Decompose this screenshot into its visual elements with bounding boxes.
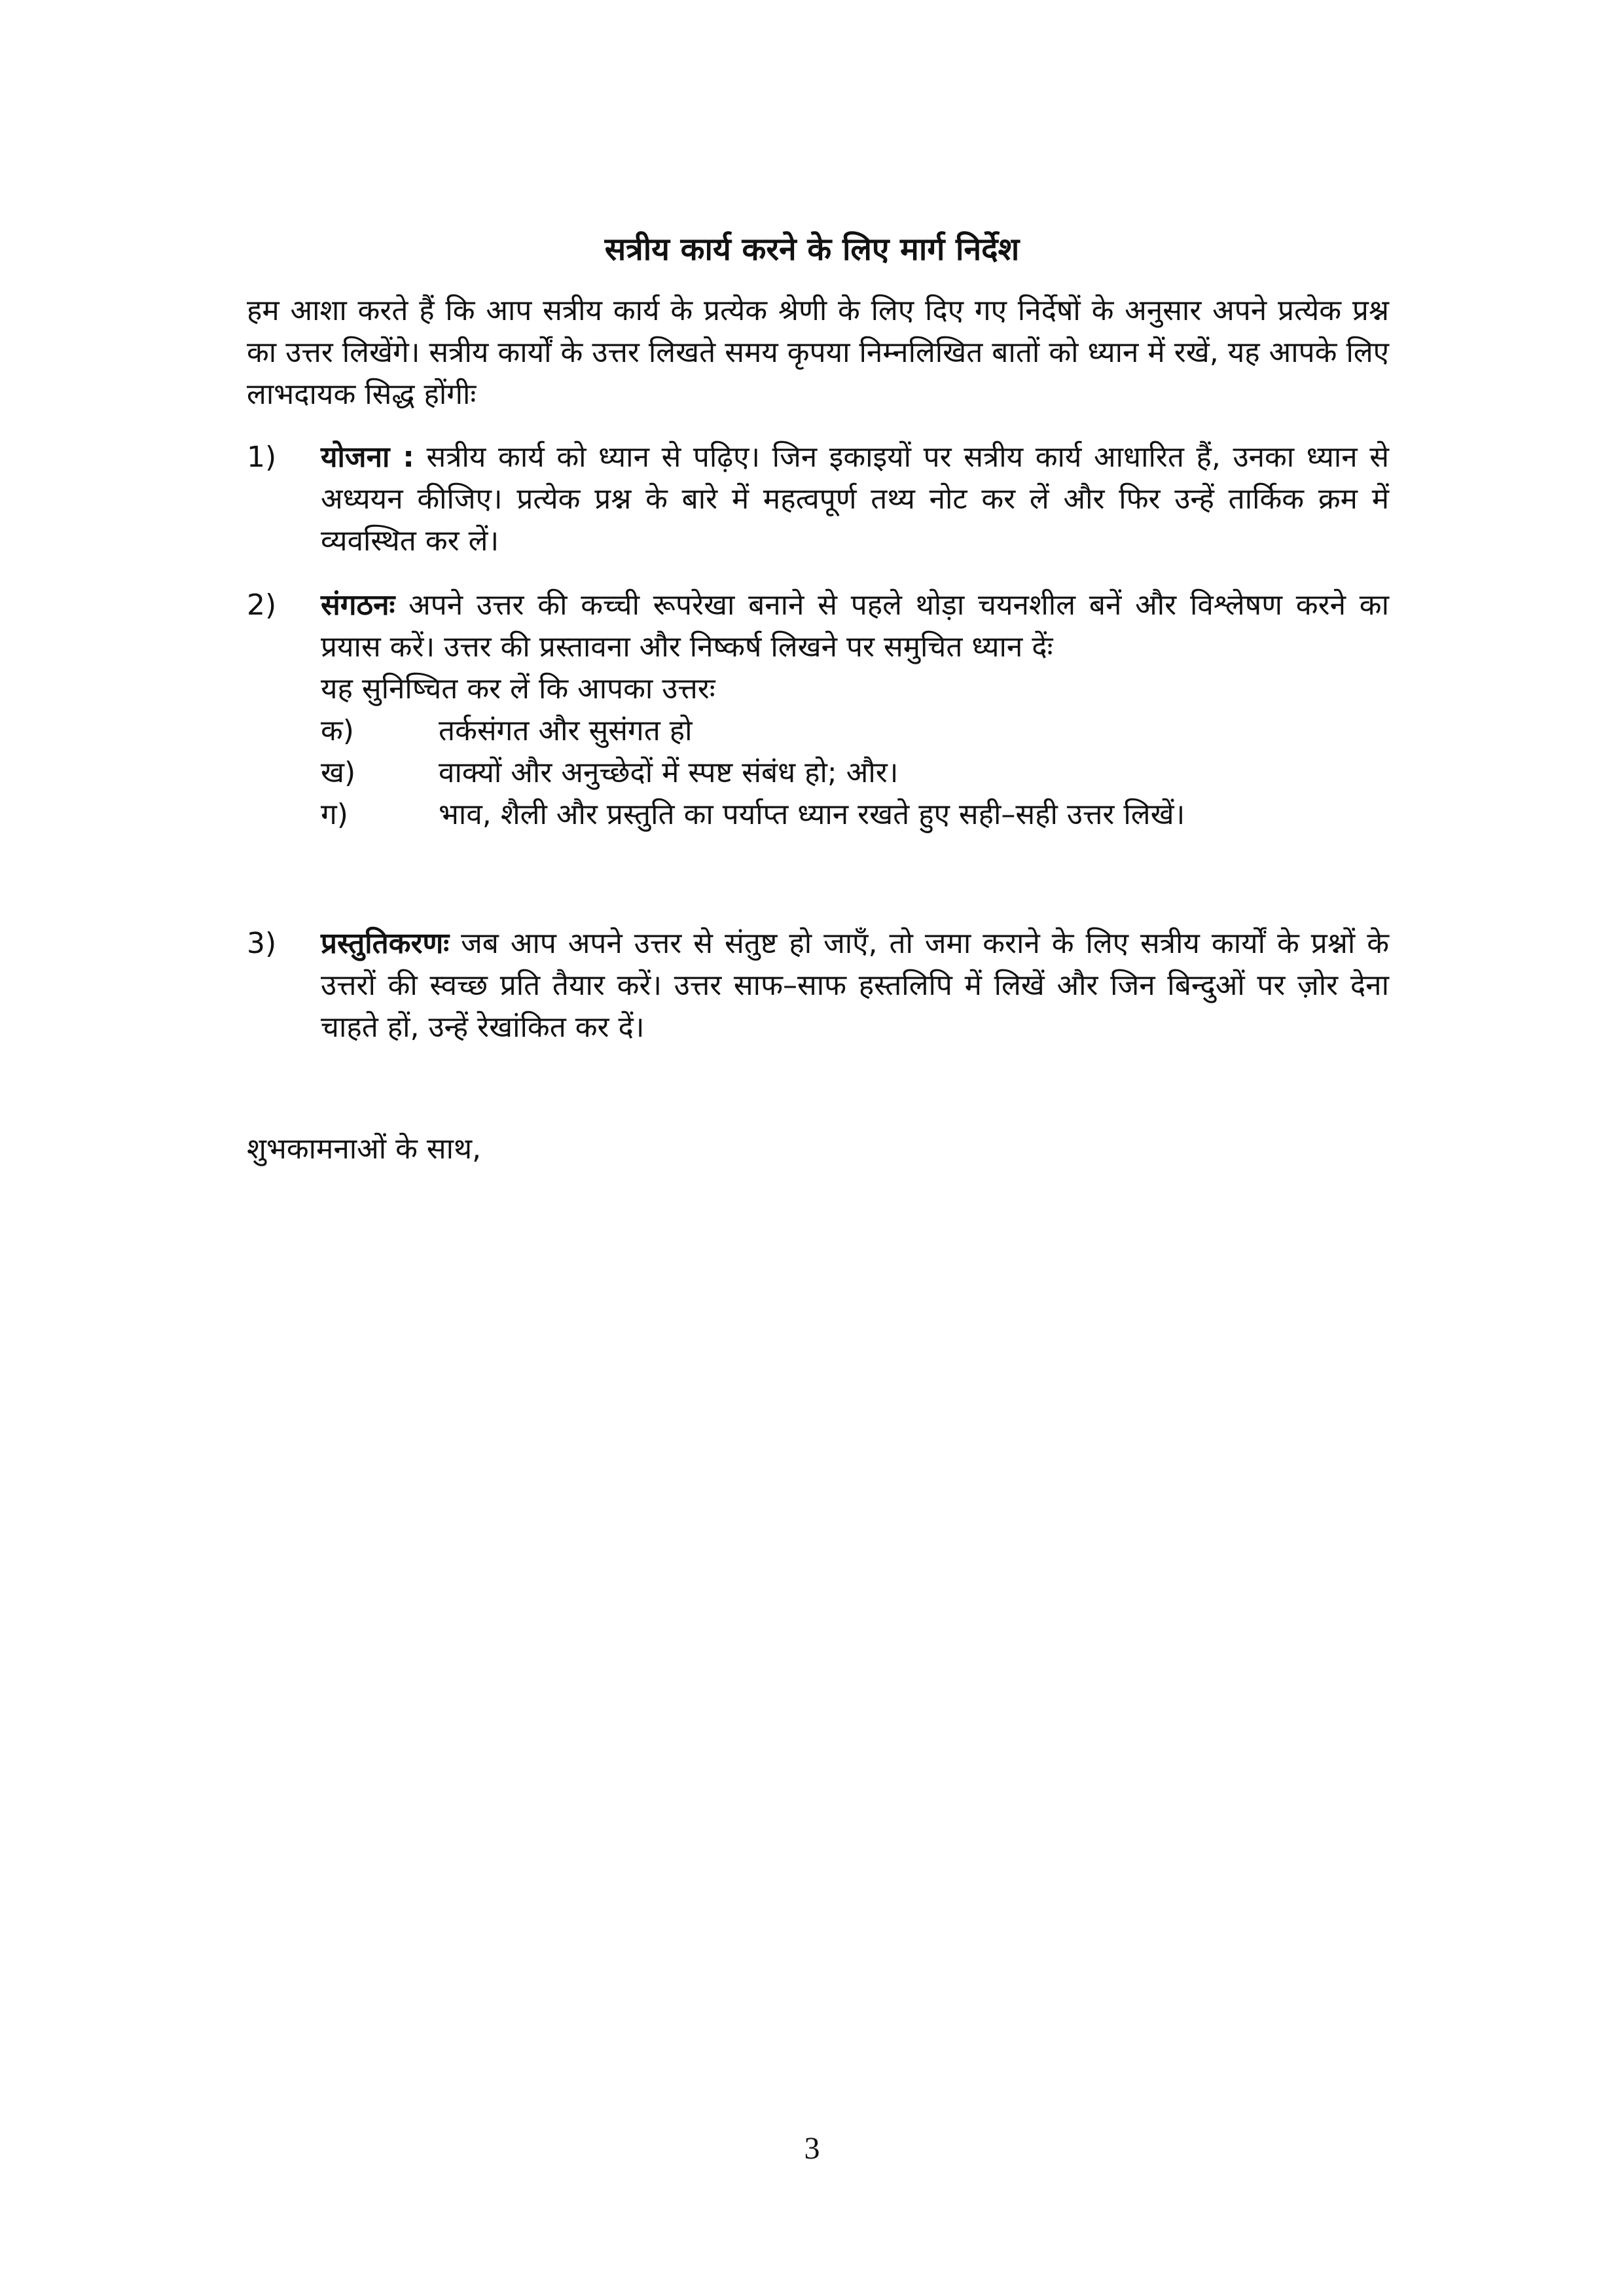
closing-line: शुभकामनाओं के साथ,	[247, 1132, 482, 1166]
sub-item	[321, 710, 1389, 752]
item-body	[321, 584, 1389, 836]
sub-item-text: भाव, शैली और प्रस्तुति का पर्याप्त ध्यान रखते हुए सही–सही उत्तर लिखें।	[439, 798, 1185, 831]
sub-item-text: तर्कसंगत और सुसंगत हो	[439, 714, 693, 747]
item-text: जब आप अपने उत्तर से संतुष्ट हो जाएँ, तो जमा कराने के लिए सत्रीय कार्यों के प्रश्नों के उत्तरों की स्वच्छ प्रति तैयार करें। उत्तर साफ–साफ हस्तलिपि में लिखें और जिन बिन्दुओं पर ज़ोर देना चाहते हों, उन्हें रेखांकित कर दें।	[321, 927, 1389, 1044]
page-number: 3	[804, 2131, 820, 2166]
item-lead: यह सुनिष्चित कर लें कि आपका उत्तरः	[321, 672, 715, 706]
item-paragraph	[321, 584, 1389, 668]
intro-paragraph: हम आशा करते हैं कि आप सत्रीय कार्य के प्रत्येक श्रेणी के लिए दिए गए निर्देषों के अनुसार अपने प्रत्येक प्रश्न का उत्तर लिखेंगे। सत्रीय कार्यों के उत्तर लिखते समय कृपया निम्नलिखित बातों को ध्यान में रखें, यह आपके लिए लाभदायक सिद्ध होंगीः	[247, 294, 1389, 411]
sub-item-marker: क)	[321, 714, 354, 747]
sub-item-marker: ख)	[321, 756, 356, 789]
item-number: 3)	[247, 927, 277, 960]
item-text: सत्रीय कार्य को ध्यान से पढ़िए। जिन इकाइयों पर सत्रीय कार्य आधारित हैं, उनका ध्यान से अध्ययन कीजिए। प्रत्येक प्रश्न के बारे में महत्वपूर्ण तथ्य नोट कर लें और फिर उन्हें तार्किक क्रम में व्यवस्थित कर लें।	[321, 440, 1389, 558]
item-heading: संगठनः	[321, 588, 395, 622]
sub-item	[321, 794, 1389, 836]
item-number: 2)	[247, 588, 277, 622]
item-heading: योजना :	[321, 440, 414, 474]
sub-item-text: वाक्यों और अनुच्छेदों में स्पष्ट संबंध हो; और।	[439, 756, 899, 789]
item-text: अपने उत्तर की कच्ची रूपरेखा बनाने से पहले थोड़ा चयनशील बनें और विश्लेषण करने का प्रयास करें। उत्तर की प्रस्तावना और निष्कर्ष लिखने पर समुचित ध्यान देंः	[321, 588, 1389, 664]
sub-item	[321, 752, 1389, 794]
page-title: सत्रीय कार्य करने के लिए मार्ग निर्देश	[604, 231, 1020, 268]
item-number: 1)	[247, 440, 277, 474]
item-heading: प्रस्तुतिकरणः	[321, 927, 450, 960]
sub-item-marker: ग)	[321, 798, 348, 831]
item-body	[321, 437, 1389, 562]
item-body	[321, 923, 1389, 1049]
